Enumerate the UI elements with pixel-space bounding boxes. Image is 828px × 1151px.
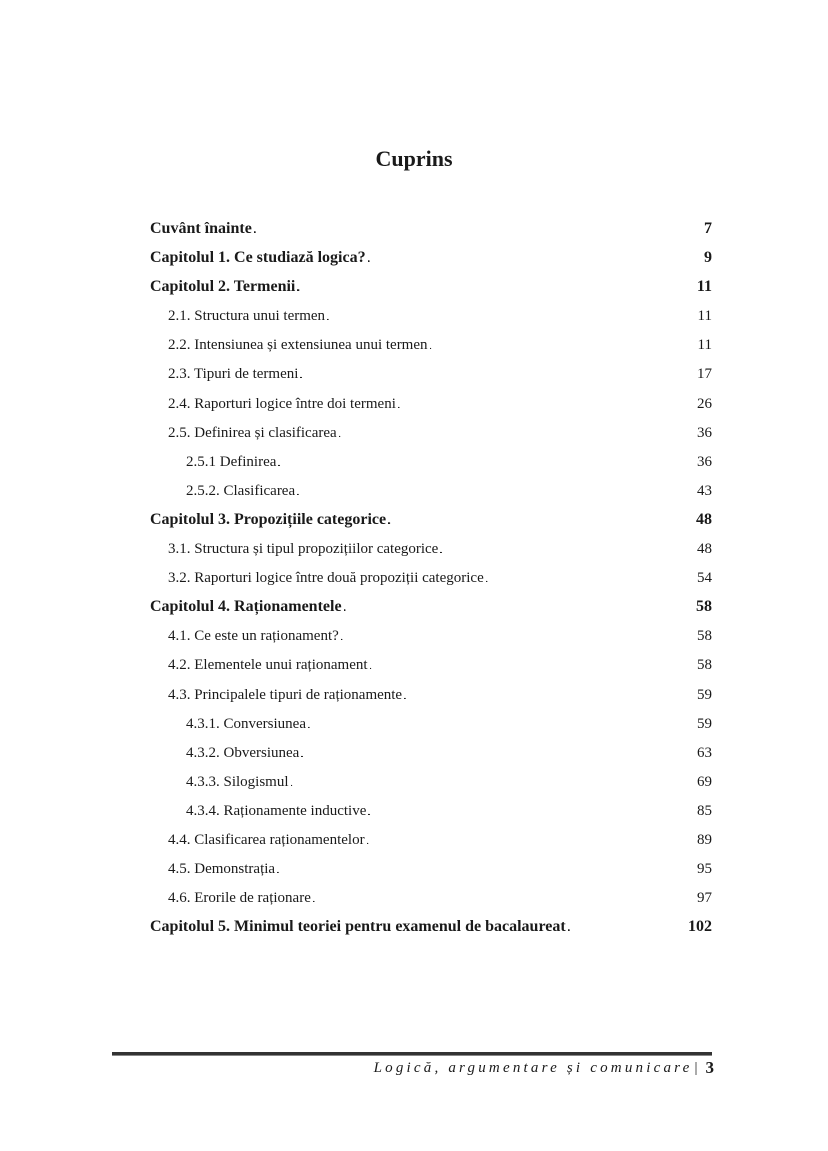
toc-dot-leader [308, 713, 695, 736]
toc-entry-page: 36 [697, 424, 712, 441]
toc-dot-leader [278, 451, 695, 474]
toc-dot-leader [297, 480, 695, 503]
toc-section-entry[interactable] [150, 684, 712, 713]
toc-section-entry[interactable] [150, 887, 712, 916]
page-footer [374, 1058, 714, 1078]
toc-entry-label: 4.6. Erorile de raționare [168, 890, 311, 907]
toc-entry-page: 89 [697, 831, 712, 848]
toc-dot-leader [368, 800, 695, 823]
toc-entry-label: 2.4. Raporturi logice între doi termeni [168, 395, 396, 412]
toc-section-entry[interactable] [150, 480, 712, 509]
toc-chapter-entry[interactable] [150, 596, 712, 625]
toc-section-entry[interactable] [150, 334, 712, 363]
toc-section-entry[interactable] [150, 538, 712, 567]
toc-entry-page: 58 [696, 598, 712, 616]
toc-section-entry[interactable] [150, 858, 712, 887]
toc-entry-page: 11 [697, 308, 712, 325]
footer-divider [112, 1052, 712, 1056]
toc-entry-page: 102 [688, 918, 712, 936]
toc-entry-label: Cuvânt înainte [150, 220, 252, 237]
toc-section-entry[interactable] [150, 654, 712, 683]
toc-entry-label: 2.1. Structura unui termen [168, 308, 326, 325]
toc-entry-page: 17 [697, 366, 712, 383]
toc-section-entry[interactable] [150, 625, 712, 654]
toc-dot-leader [277, 858, 695, 881]
footer-separator: | [694, 1059, 698, 1076]
toc-section-entry[interactable] [150, 742, 712, 771]
toc-entry-label: 4.3.1. Conversiunea [186, 715, 306, 732]
toc-entry-page: 59 [697, 715, 712, 732]
toc-entry-page: 26 [697, 395, 712, 412]
toc-dot-leader [440, 538, 695, 561]
page-title: Cuprins [375, 146, 453, 171]
table-of-contents [150, 218, 712, 945]
toc-entry-label: Capitolul 4. Raționamentele [150, 598, 342, 616]
toc-section-entry[interactable] [150, 771, 712, 800]
toc-entry-page: 59 [697, 686, 712, 703]
toc-entry-label: 3.2. Raporturi logice între două propoziții categorice [168, 570, 484, 587]
toc-dot-leader [300, 363, 695, 386]
toc-entry-page: 48 [697, 541, 712, 558]
toc-dot-leader [341, 625, 695, 648]
footer-page-number: 3 [705, 1058, 714, 1077]
toc-dot-leader [339, 422, 695, 445]
toc-entry-page: 9 [704, 249, 712, 267]
toc-entry-page: 58 [697, 628, 712, 645]
toc-entry-label: 4.3. Principalele tipuri de raționamente [168, 686, 403, 703]
toc-section-entry[interactable] [150, 713, 712, 742]
toc-entry-label: 3.1. Structura și tipul propozițiilor categorice [168, 541, 439, 558]
toc-dot-leader [568, 916, 686, 940]
toc-entry-label: 4.1. Ce este un raționament? [168, 628, 339, 645]
toc-entry-page: 95 [697, 861, 712, 878]
toc-entry-label: 4.3.3. Silogismul [186, 773, 289, 790]
toc-dot-leader [404, 684, 695, 707]
toc-dot-leader [368, 247, 702, 271]
toc-dot-leader [398, 393, 695, 416]
toc-entry-label: Capitolul 1. Ce studiază logica? [150, 249, 366, 267]
toc-entry-page: 58 [697, 657, 712, 674]
toc-entry-page: 48 [696, 510, 712, 528]
toc-dot-leader [313, 887, 695, 910]
toc-dot-leader [327, 305, 696, 328]
toc-chapter-entry[interactable] [150, 218, 712, 247]
toc-entry-label: 2.3. Tipuri de termeni [168, 366, 299, 383]
toc-entry-label: Capitolul 3. Propozițiile categorice [150, 510, 387, 528]
toc-entry-label: 2.5.2. Clasificarea [186, 482, 296, 499]
toc-section-entry[interactable] [150, 567, 712, 596]
toc-entry-page: 43 [697, 482, 712, 499]
toc-entry-label: 4.2. Elementele unui raționament [168, 657, 368, 674]
toc-section-entry[interactable] [150, 363, 712, 392]
toc-entry-page: 11 [697, 337, 712, 354]
toc-entry-label: 2.5.1 Definirea [186, 453, 277, 470]
toc-dot-leader [486, 567, 695, 590]
toc-chapter-entry[interactable] [150, 247, 712, 276]
toc-entry-label: 4.5. Demonstrația [168, 861, 276, 878]
toc-chapter-entry[interactable] [150, 276, 712, 305]
toc-entry-page: 63 [697, 744, 712, 761]
toc-entry-label: 4.3.4. Raționamente inductive [186, 802, 367, 819]
toc-section-entry[interactable] [150, 800, 712, 829]
toc-entry-label: 4.3.2. Obversiunea [186, 744, 300, 761]
toc-dot-leader [297, 276, 695, 300]
toc-dot-leader [370, 654, 695, 677]
toc-chapter-entry[interactable] [150, 509, 712, 538]
toc-section-entry[interactable] [150, 829, 712, 858]
toc-dot-leader [301, 742, 695, 765]
toc-entry-label: 2.2. Intensiunea și extensiunea unui termen [168, 337, 428, 354]
toc-chapter-entry[interactable] [150, 916, 712, 945]
toc-section-entry[interactable] [150, 451, 712, 480]
toc-entry-label: Capitolul 5. Minimul teoriei pentru examenul de bacalaureat [150, 918, 566, 936]
toc-dot-leader [291, 771, 695, 794]
toc-section-entry[interactable] [150, 305, 712, 334]
toc-entry-page: 54 [697, 570, 712, 587]
toc-entry-page: 85 [697, 802, 712, 819]
toc-dot-leader [367, 829, 695, 852]
toc-dot-leader [388, 509, 694, 533]
toc-entry-label: 2.5. Definirea și clasificarea [168, 424, 337, 441]
toc-entry-page: 7 [704, 220, 712, 237]
toc-entry-page: 11 [696, 278, 712, 296]
footer-book-title: Logică, argumentare și comunicare [373, 1059, 693, 1076]
toc-entry-page: 97 [697, 890, 712, 907]
toc-entry-page: 36 [697, 453, 712, 470]
toc-dot-leader [430, 334, 696, 357]
toc-dot-leader [344, 596, 694, 620]
toc-section-entry[interactable] [150, 422, 712, 451]
toc-entry-label: 4.4. Clasificarea raționamentelor [168, 831, 365, 848]
toc-entry-label: Capitolul 2. Termenii [150, 278, 296, 296]
toc-section-entry[interactable] [150, 393, 712, 422]
toc-dot-leader [254, 218, 702, 242]
toc-entry-page: 69 [697, 773, 712, 790]
